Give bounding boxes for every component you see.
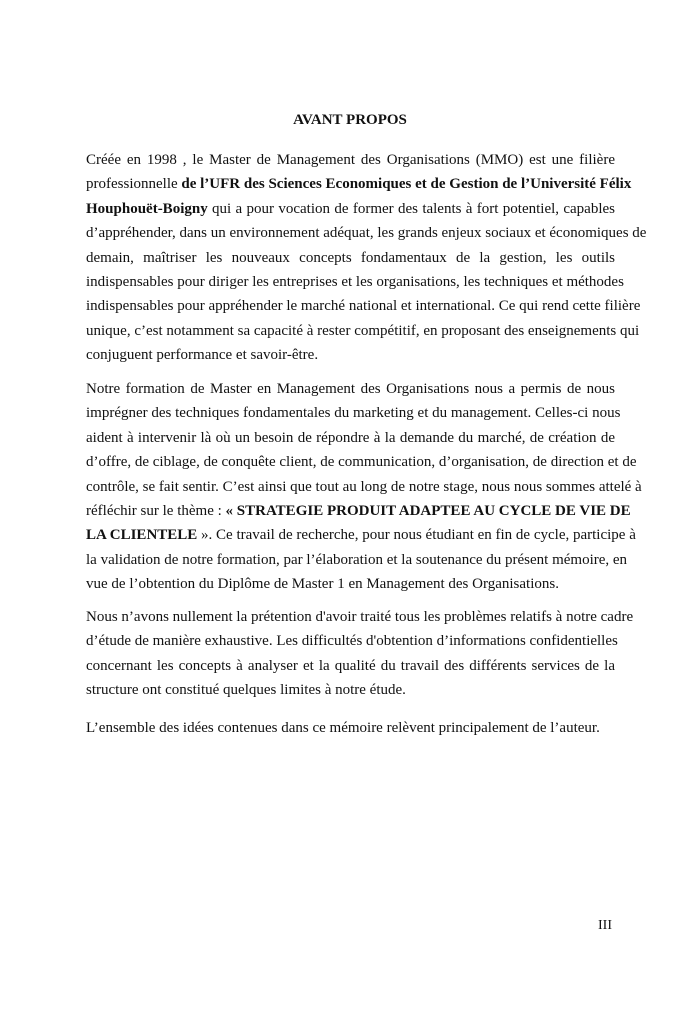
text-line: [86, 401, 621, 425]
text-line: [86, 270, 624, 294]
text: concernant les concepts à analyser et la qualité du travail des différents services de la: [86, 657, 615, 674]
text-line: [86, 450, 637, 474]
text: Créée en 1998 , le Master de Management des Organisations (MMO) est une filière: [86, 152, 615, 168]
text-line: [86, 678, 615, 702]
text: L’ensemble des idées contenues dans ce mémoire relèvent principalement de l’auteur.: [86, 720, 600, 736]
text: d’étude de manière exhaustive. Les difficultés d'obtention d’informations confidentielles: [86, 633, 618, 650]
bold-text: LA CLIENTELE: [86, 527, 198, 544]
text-line: [86, 499, 631, 523]
text: indispensables pour appréhender le marché national et international. Ce qui rend cette filière: [86, 298, 641, 315]
text-line: [86, 221, 647, 245]
text: d’appréhender, dans un environnement adéquat, les grands enjeux sociaux et économiques de: [86, 225, 647, 242]
text-line: [86, 548, 628, 572]
text: structure ont constitué quelques limites à notre étude.: [86, 682, 406, 699]
text-line: [86, 319, 640, 343]
text-line: [86, 294, 641, 318]
bold-text: Houphouët-Boigny: [86, 200, 208, 217]
text-line: [86, 343, 615, 367]
paragraph-4: [86, 716, 615, 740]
text-line: [86, 246, 615, 270]
text: d’offre, de ciblage, de conquête client, de communication, d’organisation, de direction et de: [86, 454, 637, 471]
text: ». Ce travail de recherche, pour nous étudiant en fin de cycle, participe à: [197, 527, 636, 544]
text-line: [86, 148, 615, 172]
text: vue de l’obtention du Diplôme de Master 1 en Management des Organisations.: [86, 576, 559, 593]
paragraph-1: [86, 148, 647, 368]
page-title: AVANT PROPOS: [293, 112, 407, 128]
text-line: [86, 197, 615, 221]
text: Notre formation de Master en Management des Organisations nous a permis de nous: [86, 381, 615, 397]
text-line: [86, 605, 634, 629]
text-line: [86, 629, 618, 653]
paragraph-2: [86, 377, 642, 597]
page-number: III: [598, 918, 612, 933]
text: aident à intervenir là où un besoin de répondre à la demande du marché, de création de: [86, 429, 615, 446]
bold-text: « STRATEGIE PRODUIT ADAPTEE AU CYCLE DE VIE DE: [225, 502, 631, 519]
text: unique, c’est notamment sa capacité à rester compétitif, en proposant des enseignements qui: [86, 322, 640, 339]
text: imprégner des techniques fondamentales du marketing et du management. Celles-ci nous: [86, 405, 621, 422]
text: contrôle, se fait sentir. C’est ainsi que tout au long de notre stage, nous nous sommes attelé à: [86, 478, 642, 495]
text: conjuguent performance et savoir-être.: [86, 347, 319, 364]
text-line: [86, 426, 615, 450]
text: la validation de notre formation, par l’élaboration et la soutenance du présent mémoire, en: [86, 551, 628, 568]
text-line: [86, 654, 615, 678]
text-line: [86, 475, 642, 499]
paragraph-3: [86, 605, 634, 703]
bold-text: de l’UFR des Sciences Economiques et de Gestion de l’Université Félix: [181, 176, 632, 193]
text-line: [86, 523, 636, 547]
text: professionnelle: [86, 176, 182, 193]
text-line: [86, 572, 615, 596]
text: qui a pour vocation de former des talents à fort potentiel, capables: [207, 200, 615, 217]
text: demain, maîtriser les nouveaux concepts fondamentaux de la gestion, les outils: [86, 249, 615, 266]
text-line: [86, 716, 615, 740]
text: indispensables pour diriger les entreprises et les organisations, les techniques et méthodes: [86, 273, 624, 290]
text: réfléchir sur le thème :: [86, 502, 226, 519]
text-line: [86, 172, 632, 196]
text: Nous n’avons nullement la prétention d'avoir traité tous les problèmes relatifs à notre cadre: [86, 609, 634, 625]
text-line: [86, 377, 615, 401]
